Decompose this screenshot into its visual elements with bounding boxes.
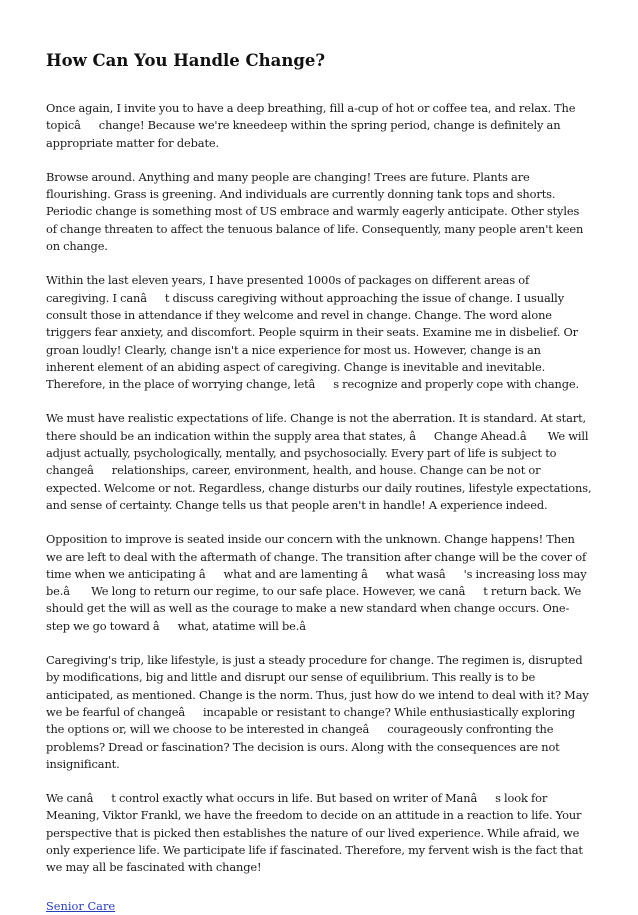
- page-title: How Can You Handle Change?: [46, 51, 326, 70]
- paragraph-4: We must have realistic expectations of life. Change is not the aberration. It is standard. At start, there should be an indication within the supply area that states, âChange Ahead.â We will adjust actually, psychologically, mentally, and psychosocially. Every part of life is subject to changeârelationships, career, environment, health, and house. Change can be not or expected. Welcome or not. Regardless, change disturbs our daily routines, lifestyle expectations, and sense of certainty. Change tells us that people aren't in handle! A experience indeed.: [46, 411, 592, 512]
- paragraph-7: We canât control exactly what occurs in life. But based on writer of Manâs look for Meaning, Viktor Frankl, we have the freedom to decide on an attitude in a reaction to life. Your perspective that is picked then establishes the nature of our lived experience. While afraid, we only experience life. We participate life if fascinated. Therefore, my fervent wish is the fact that we may all be fascinated with change!: [46, 791, 583, 875]
- paragraph-6: Caregiving's trip, like lifestyle, is just a steady procedure for change. The regimen is, disrupted by modifications, big and little and disrupt our sense of equilibrium. This really is to be anticipated, as mentioned. Change is the norm. Thus, just how do we intend to deal with it? May we be fearful of changeâincapable or resistant to change? While enthusiastically exploring the options or, will we choose to be interested in changeâcourageously confronting the problems? Dread or fascination? The decision is ours. Along with the consequences are not insignificant.: [46, 653, 589, 771]
- paragraph-2: Browse around. Anything and many people are changing! Trees are future. Plants are flourishing. Grass is greening. And individuals are currently donning tank tops and shorts. Periodic change is something most of US embrace and warmly eagerly anticipate. Other styles of change threaten to affect the tenuous balance of life. Consequently, many people aren't keen on change.: [46, 169, 584, 254]
- paragraph-3: Within the last eleven years, I have presented 1000s of packages on different areas of caregiving. I canât discuss caregiving without approaching the issue of change. I usually consult those in attendance if they welcome and revel in change. Change. The word alone triggers fear anxiety, and discomfort. People squirm in their seats. Examine me in disbelief. Or groan loudly! Clearly, change isn't a nice experience for most us. However, change is an inherent element of an abiding aspect of caregiving. Change is inevitable and inevitable. Therefore, in the place of worrying change, letâs recognize and properly cope with change.: [46, 273, 580, 392]
- paragraph-1: Once again, I invite you to have a deep breathing, fill a-cup of hot or coffee tea, and relax. The topicâchange! Because we're kneedeep within the spring period, change is definitely an appropriate matter for debate.: [46, 101, 576, 150]
- document-page: [46, 50, 592, 915]
- senior-care-link[interactable]: Senior Care: [46, 898, 116, 913]
- paragraph-5: Opposition to improve is seated inside our concern with the unknown. Change happens! Then we are left to deal with the aftermath of change. The transition after change will be the cover of time when we anticipating âwhat and are lamenting âwhat wasâ's increasing loss may be.â We long to return our regime, to our safe place. However, we canât return back. We should get the will as well as the courage to make a new standard when change occurs. One-step we go toward âwhat, atatime will be.â: [46, 532, 587, 633]
